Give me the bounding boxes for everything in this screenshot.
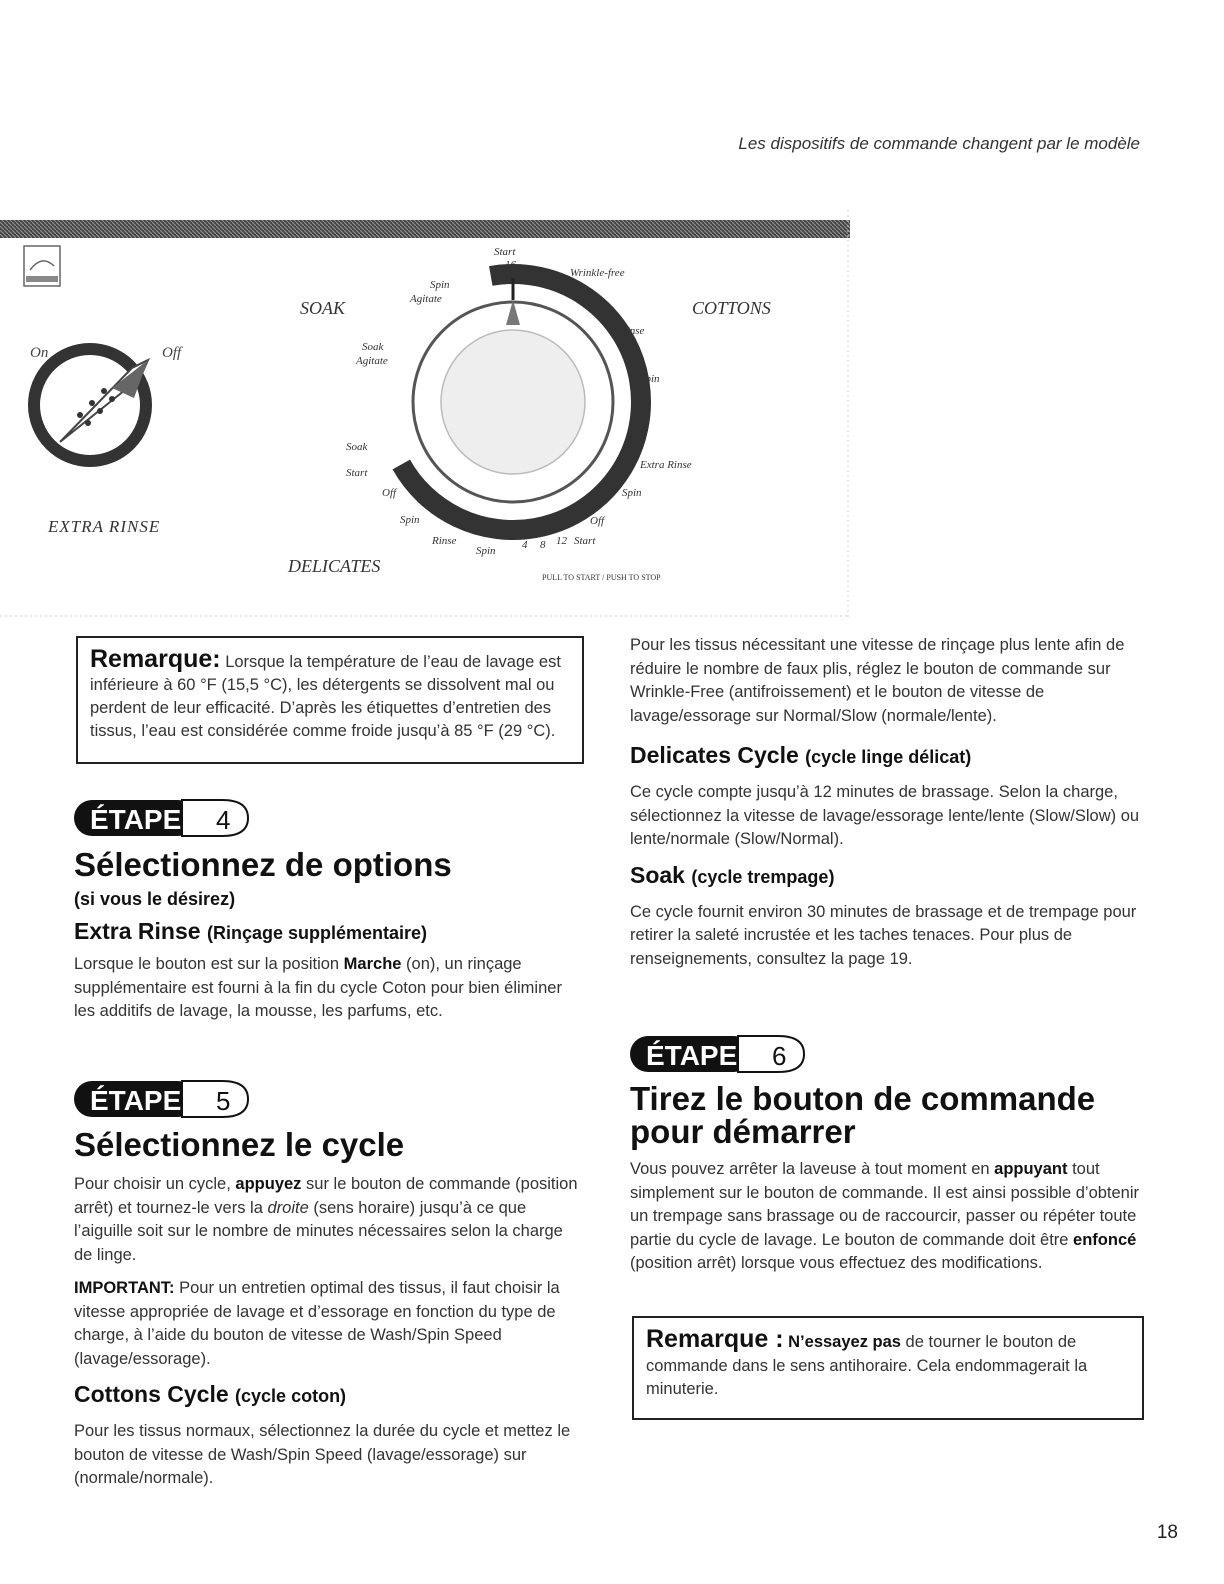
etape-6-number: 6 [772, 1041, 787, 1071]
delicates-cycle-text: Ce cycle compte jusqu’à 12 minutes de brassage. Selon la charge, sélectionnez la vitesse de lavage/essorage lente/lente (Slow/Slow) ou lente/normale (Slow/Normal). [630, 783, 1140, 848]
etape-5-badge [72, 1077, 272, 1121]
soak-cycle-text: Ce cycle fournit environ 30 minutes de brassage et de trempage pour retirer la saleté incrustée et les taches tenaces. Pour plus de renseignements, consultez la page 19. [630, 902, 1137, 968]
step-5-section [74, 1128, 584, 1491]
remark-2-text: de tourner le bouton de commande dans le sens antihoraire. Cela endommagerait la minuterie. [646, 1333, 1088, 1398]
dial-top-label-6: Spin [588, 297, 608, 309]
step-6-title-line-2: pour démarrer [630, 1113, 856, 1150]
extra-rinse-heading-en: Extra Rinse [74, 918, 201, 944]
dial-left-label-5: Start [346, 467, 368, 479]
dial-top-label-2: 12 [530, 271, 541, 283]
remark-box-temperature [76, 636, 584, 764]
page-number: 18 [1156, 1522, 1178, 1543]
step-4-subtitle: (si vous le désirez) [74, 889, 236, 909]
remark-2-warning: N’essayez pas [788, 1333, 901, 1351]
dial-top-label-5: 4 [570, 287, 576, 299]
extra-rinse-heading-fr: (Rinçage supplémentaire) [206, 923, 428, 943]
etape-6-label: ÉTAPE [646, 1040, 738, 1071]
step-6-title-line-1: Tirez le bouton de commande [630, 1080, 1096, 1117]
delicates-label: DELICATES [288, 556, 381, 576]
pull-to-start-note: PULL TO START / PUSH TO STOP [542, 573, 661, 582]
soak-cycle-heading: Soak (cycle trempage) [630, 861, 835, 888]
dial-bottom-label-3: 8 [540, 539, 546, 551]
cottons-cycle-heading: Cottons Cycle (cycle coton) [74, 1381, 347, 1407]
dial-bottom-label-2: 4 [522, 539, 528, 551]
remark-text: Lorsque la température de l’eau de lavage est inférieure à 60 °F (15,5 °C), les détergents se dissolvent mal ou perdent de leur efficacité. D’après les étiquettes d’entretien des tissus, l’eau est considérée comme froide jusqu’à 85 °F (29 °C). [90, 653, 561, 740]
dial-left-label-1: Agitate [410, 293, 442, 305]
model-note: Les dispositifs de commande changent par le modèle [738, 134, 1140, 153]
dial-left-label-2: Soak [362, 341, 384, 353]
step-5-title: Sélectionnez le cycle [74, 1126, 405, 1163]
dial-right-label-0: Rinse [620, 325, 645, 337]
extra-rinse-text: Lorsque le bouton est sur la position Marche (on), un rinçage supplémentaire est fourni à la fin du cycle Coton pour bien éliminer les additifs de lavage, la mousse, les parfums, etc. [74, 955, 562, 1020]
dial-bottom-label-5: Start [574, 535, 596, 547]
etape-5-label: ÉTAPE [90, 1085, 182, 1116]
step-5-instructions: Pour choisir un cycle, appuyez sur le bouton de commande (position arrêt) et tournez-le vers la droite (sens horaire) jusqu’à ce que l’aiguille soit sur le nombre de minutes nécessaires selon la charge de linge. [74, 1175, 578, 1264]
dial-left-label-7: Spin [400, 514, 420, 526]
right-column [630, 634, 1145, 971]
step-6-text: Vous pouvez arrêter la laveuse à tout moment en appuyant tout simplement sur le bouton de commande. Il est ainsi possible d’obtenir un trempage sans brassage ou de raccourcir, passer ou répéter toute partie du cycle de lavage. Le bouton de commande doit être enfoncé (position arrêt) lorsque vous effectuez des modifications. [630, 1160, 1140, 1272]
step-4-section [74, 848, 584, 1024]
etape-6-badge [628, 1032, 828, 1076]
dial-top-label-1: 16 [505, 259, 516, 271]
step-4-title: Sélectionnez de options [74, 846, 452, 883]
dial-bottom-label-4: 12 [556, 535, 567, 547]
dial-right-label-2: Off [630, 433, 645, 445]
soak-label: SOAK [300, 298, 345, 318]
delicates-cycle-heading: Delicates Cycle (cycle linge délicat) [630, 742, 972, 768]
etape-4-label: ÉTAPE [90, 804, 182, 835]
step-6-section [630, 1082, 1145, 1276]
cottons-label: COTTONS [692, 298, 771, 318]
knob-off-label: Off [162, 345, 182, 361]
wrinkle-free-text: Pour les tissus nécessitant une vitesse de rinçage plus lente afin de réduire le nombre de faux plis, réglez le bouton de commande sur Wrinkle-Free (antifroissement) et le bouton de vitesse de lavage/essorage sur Normal/Slow (normale/lente). [630, 636, 1125, 725]
dial-right-label-1: Spin [640, 373, 660, 385]
control-panel-illustration [0, 210, 850, 618]
dial-bottom-label-1: Spin [476, 545, 496, 557]
dial-left-label-0: Spin [430, 279, 450, 291]
cottons-cycle-text: Pour les tissus normaux, sélectionnez la durée du cycle et mettez le bouton de vitesse de Wash/Spin Speed (lavage/essorage) sur (normale/normale). [74, 1422, 571, 1487]
dial-left-label-4: Soak [346, 441, 368, 453]
panel-top-band [0, 220, 850, 238]
dial-top-label-0: Start [494, 246, 516, 258]
dial-top-label-4: Wrinkle-free [570, 267, 625, 279]
extra-rinse-knob [34, 349, 148, 461]
dial-bottom-label-0: Rinse [432, 535, 457, 547]
dial-right-label-4: Spin [622, 487, 642, 499]
dial-right-label-3: Extra Rinse [640, 459, 692, 471]
dial-right-label-5: Off [590, 515, 605, 527]
remark-2-title: Remarque : [646, 1325, 784, 1353]
knob-on-label: On [30, 345, 49, 361]
etape-4-number: 4 [216, 805, 231, 835]
remark-title: Remarque: [90, 645, 221, 673]
energy-logo-icon [24, 246, 60, 286]
remark-box-timer [632, 1316, 1144, 1420]
extra-rinse-heading [74, 918, 584, 945]
dial-left-label-3: Agitate [356, 355, 388, 367]
dial-top-label-3: 8 [552, 279, 558, 291]
dial-left-label-6: Off [382, 487, 397, 499]
etape-4-badge [72, 796, 272, 840]
important-note: IMPORTANT: Pour un entretien optimal des tissus, il faut choisir la vitesse appropriée de lavage et d’essorage en fonction du type de charge, à l’aide du bouton de vitesse de Wash/Spin Speed (lavage/essorage). [74, 1279, 560, 1368]
extra-rinse-caption: EXTRA RINSE [48, 517, 161, 536]
etape-5-number: 5 [216, 1086, 231, 1116]
